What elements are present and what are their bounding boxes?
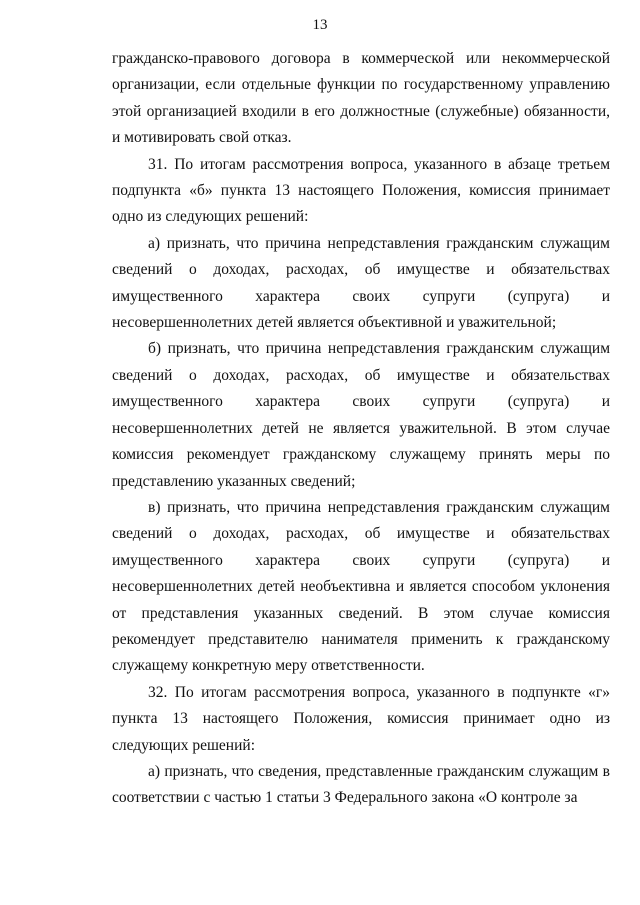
document-body [112, 46, 610, 812]
paragraph-31: 31. По итогам рассмотрения вопроса, указанного в абзаце третьем подпункта «б» пункта 13 настоящего Положения, комиссия принимает одно из следующих решений: [112, 155, 610, 226]
paragraph-31-v: в) признать, что причина непредставления гражданским служащим сведений о доходах, расходах, об имуществе и обязательствах имущественного характера своих супруги (супруга) и несовершеннолетних детей необъективна и является способом уклонения от представления указанных сведений. В этом случае комиссия рекомендует представителю нанимателя применить к гражданскому служащему конкретную меру ответственности. [112, 498, 610, 675]
paragraph-continuation: гражданско-правового договора в коммерческой или некоммерческой организации, если отдельные функции по государственному управлению этой организацией входили в его должностные (служебные) обязанности, и мотивировать свой отказ. [112, 50, 610, 147]
paragraph-31-b: б) признать, что причина непредставления гражданским служащим сведений о доходах, расходах, об имуществе и обязательствах имущественного характера своих супруги (супруга) и несовершеннолетних детей не является уважительной. В этом случае комиссия рекомендует гражданскому служащему принять меры по представлению указанных сведений; [112, 340, 610, 490]
paragraph-31-a: а) признать, что причина непредставления гражданским служащим сведений о доходах, расходах, об имуществе и обязательствах имущественного характера своих супруги (супруга) и несовершеннолетних детей является объективной и уважительной; [112, 234, 610, 332]
paragraph-32-a: а) признать, что сведения, представленные гражданским служащим в соответствии с частью 1 статьи 3 Федерального закона «О контроле за [112, 762, 610, 807]
paragraph-32: 32. По итогам рассмотрения вопроса, указанного в подпункте «г» пункта 13 настоящего Положения, комиссия принимает одно из следующих решений: [112, 683, 610, 754]
page-number: 13 [312, 17, 328, 33]
